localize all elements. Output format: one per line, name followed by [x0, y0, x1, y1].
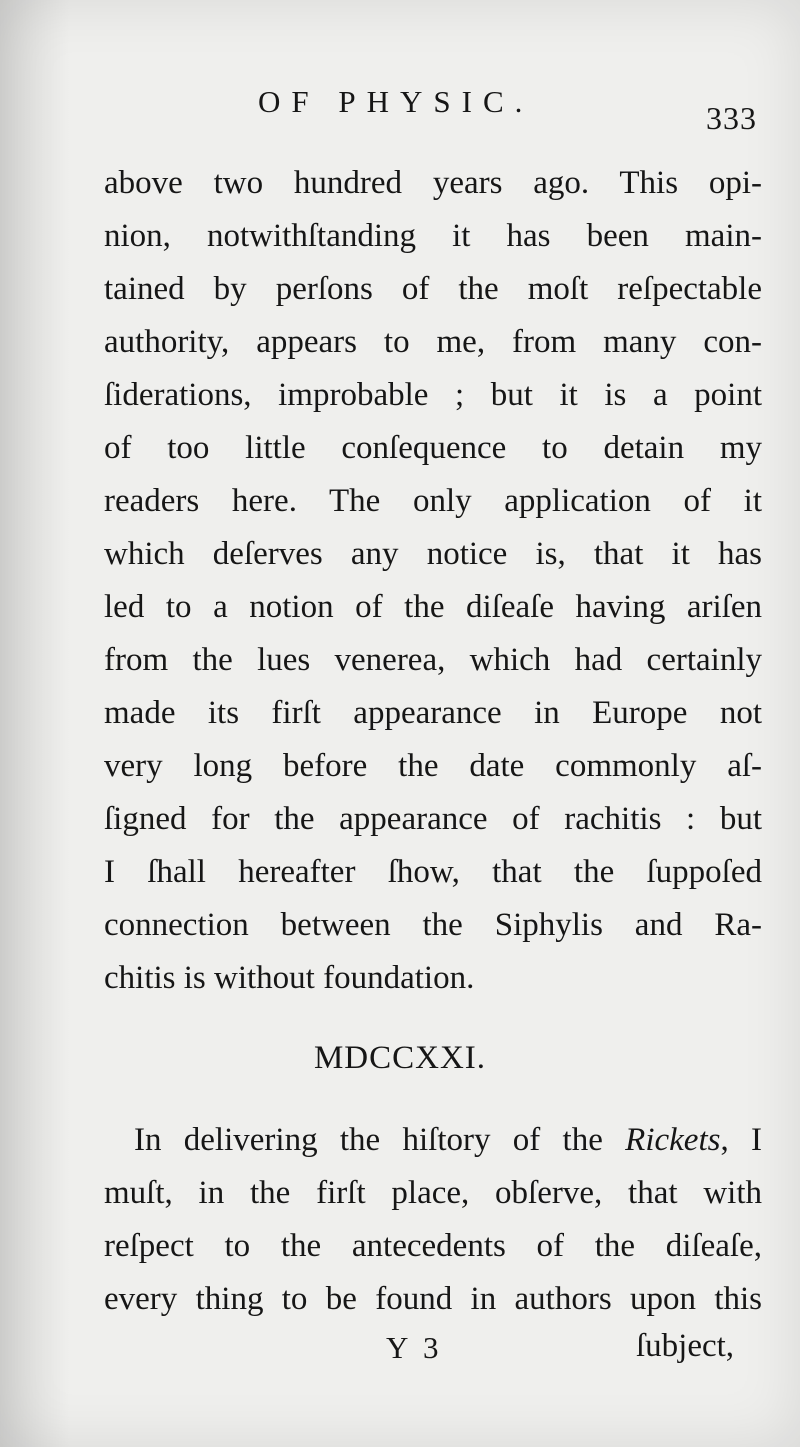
body-line: of too little conſequence to detain my — [104, 430, 762, 466]
section-first-tail: , I — [720, 1122, 762, 1158]
body-line: nion, notwithſtanding it has been main- — [104, 218, 762, 254]
signature-mark: Y 3 — [386, 1330, 443, 1365]
body-line: readers here. The only application of it — [104, 483, 762, 519]
body-line: ſiderations, improbable ; but it is a point — [104, 377, 762, 413]
body-line: above two hundred years ago. This opi- — [104, 165, 762, 201]
section-first-line — [134, 1120, 762, 1160]
body-line: led to a notion of the diſeaſe having ariſen — [104, 589, 762, 625]
catchword: ſubject, — [636, 1328, 735, 1364]
body-line: made its firſt appearance in Europe not — [104, 695, 762, 731]
body-line: which deſerves any notice is, that it has — [104, 536, 762, 572]
body-line: very long before the date commonly aſ- — [104, 748, 762, 784]
section-first-text: In delivering the hiſtory of the — [134, 1122, 626, 1158]
body-line: chitis is without foundation. — [104, 960, 475, 996]
body-line: I ſhall hereafter ſhow, that the ſuppoſed — [104, 854, 762, 890]
section-line: every thing to be found in authors upon this — [104, 1281, 762, 1317]
body-line: authority, appears to me, from many con- — [104, 324, 762, 360]
body-line: ſigned for the appearance of rachitis : but — [104, 801, 762, 837]
body-line: tained by perſons of the moſt reſpectable — [104, 271, 762, 307]
spine-shadow — [0, 0, 70, 1447]
section-line: muſt, in the firſt place, obſerve, that with — [104, 1175, 762, 1211]
running-title: OF PHYSIC. — [258, 84, 534, 119]
body-line: connection between the Siphylis and Ra- — [104, 907, 762, 943]
page-number: 333 — [706, 100, 757, 136]
section-heading: MDCCXXI. — [313, 1040, 487, 1076]
body-line: from the lues venerea, which had certainly — [104, 642, 762, 678]
section-line: reſpect to the antecedents of the diſeaſe, — [104, 1228, 762, 1264]
rickets-italic: Rickets — [625, 1122, 721, 1158]
